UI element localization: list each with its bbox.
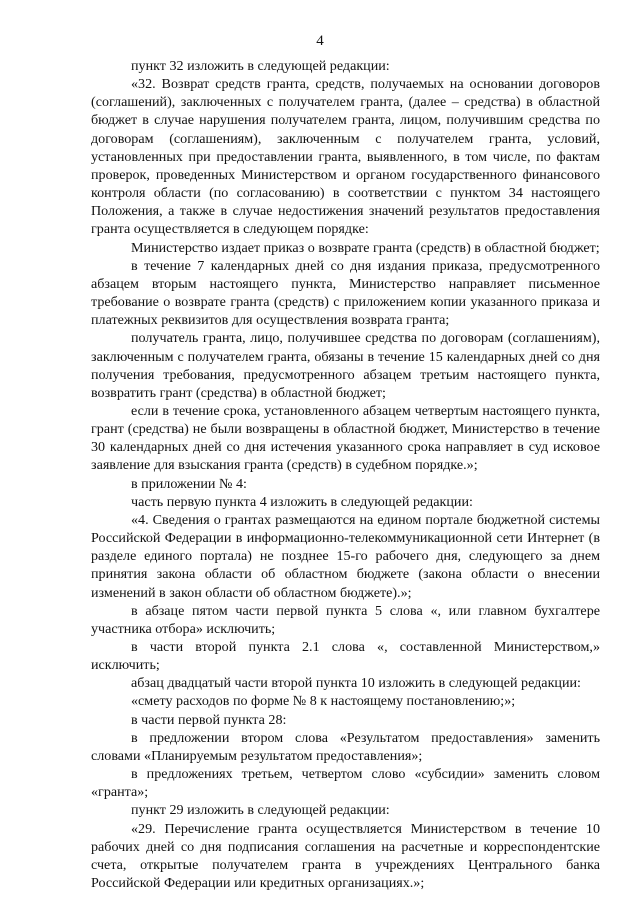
- paragraph: в абзаце пятом части первой пункта 5 слова «, или главном бухгалтере участника отбора» исключить;: [91, 602, 600, 637]
- paragraph: Министерство издает приказ о возврате гранта (средств) в областной бюджет;: [131, 239, 600, 256]
- paragraph: в предложениях третьем, четвертом слово «субсидии» заменить словом «гранта»;: [91, 766, 600, 801]
- document-body: [91, 57, 600, 892]
- paragraph: часть первую пункта 4 изложить в следующей редакции:: [131, 493, 473, 510]
- paragraph: в части второй пункта 2.1 слова «, составленной Министерством,» исключить;: [91, 639, 600, 674]
- paragraph: абзац двадцатый части второй пункта 10 изложить в следующей редакции:: [131, 675, 581, 692]
- paragraph: получатель гранта, лицо, получившее средства по договорам (соглашениям), заключенным с получателем гранта, обязаны в течение 15 календарных дней со дня получения требования, предусмотренного абзацем третьим настоящего пункта, возвратить грант (средства) в областной бюджет;: [91, 330, 600, 401]
- paragraph: если в течение срока, установленного абзацем четвертым настоящего пункта, грант (средства) не были возвращены в областной бюджет, Министерство в течение 30 календарных дней со дня истечения указанного срока направляет в суд исковое заявление для взыскания гранта (средств) в судебном порядке.»;: [91, 402, 600, 474]
- paragraph: «4. Сведения о грантах размещаются на едином портале бюджетной системы Российской Федерации в информационно-телекоммуникационной сети Интернет (в разделе единого портала) не позднее 15-го рабочего дня, следующего за днем принятия закона области об областном бюджете (закона области о внесении изменений в закон области об областном бюджете).»;: [91, 511, 600, 601]
- paragraph: пункт 32 изложить в следующей редакции:: [131, 58, 390, 74]
- paragraph: пункт 29 изложить в следующей редакции:: [131, 802, 390, 819]
- paragraph: в части первой пункта 28:: [131, 711, 287, 728]
- paragraph: «смету расходов по форме № 8 к настоящему постановлению;»;: [131, 693, 516, 710]
- paragraph: «29. Перечисление гранта осуществляется Министерством в течение 10 рабочих дней со дня подписания соглашения на расчетные и корреспондентские счета, открытые получателем гранта в учреждениях Центрального банка Российской Федерации или кредитных организациях.»;: [91, 820, 600, 892]
- paragraph: в приложении № 4:: [131, 475, 247, 492]
- paragraph: «32. Возврат средств гранта, средств, получаемых на основании договоров (соглашений), заключенных с получателем гранта, (далее – средства) в областной бюджет в случае нарушения получателем гранта, лицом, получившим средства по договорам (соглашениям), заключенным с получателем гранта, условий, установленных при предоставлении гранта, выявленного, в том числе, по фактам проверок, проведенных Министерством и органом государственного финансового контроля области (по согласованию) в соответствии с пунктом 34 настоящего Положения, а также в случае недостижения значений результатов предоставления гранта осуществляется в следующем порядке:: [91, 76, 600, 238]
- page-number: 4: [316, 33, 324, 49]
- paragraph: в предложении втором слова «Результатом предоставления» заменить словами «Планируемым результатом предоставления»;: [91, 729, 600, 764]
- paragraph: в течение 7 календарных дней со дня издания приказа, предусмотренного абзацем вторым настоящего пункта, Министерство направляет письменное требование о возврате гранта (средств) с приложением копии указанного приказа и платежных реквизитов для осуществления возврата гранта;: [91, 257, 600, 329]
